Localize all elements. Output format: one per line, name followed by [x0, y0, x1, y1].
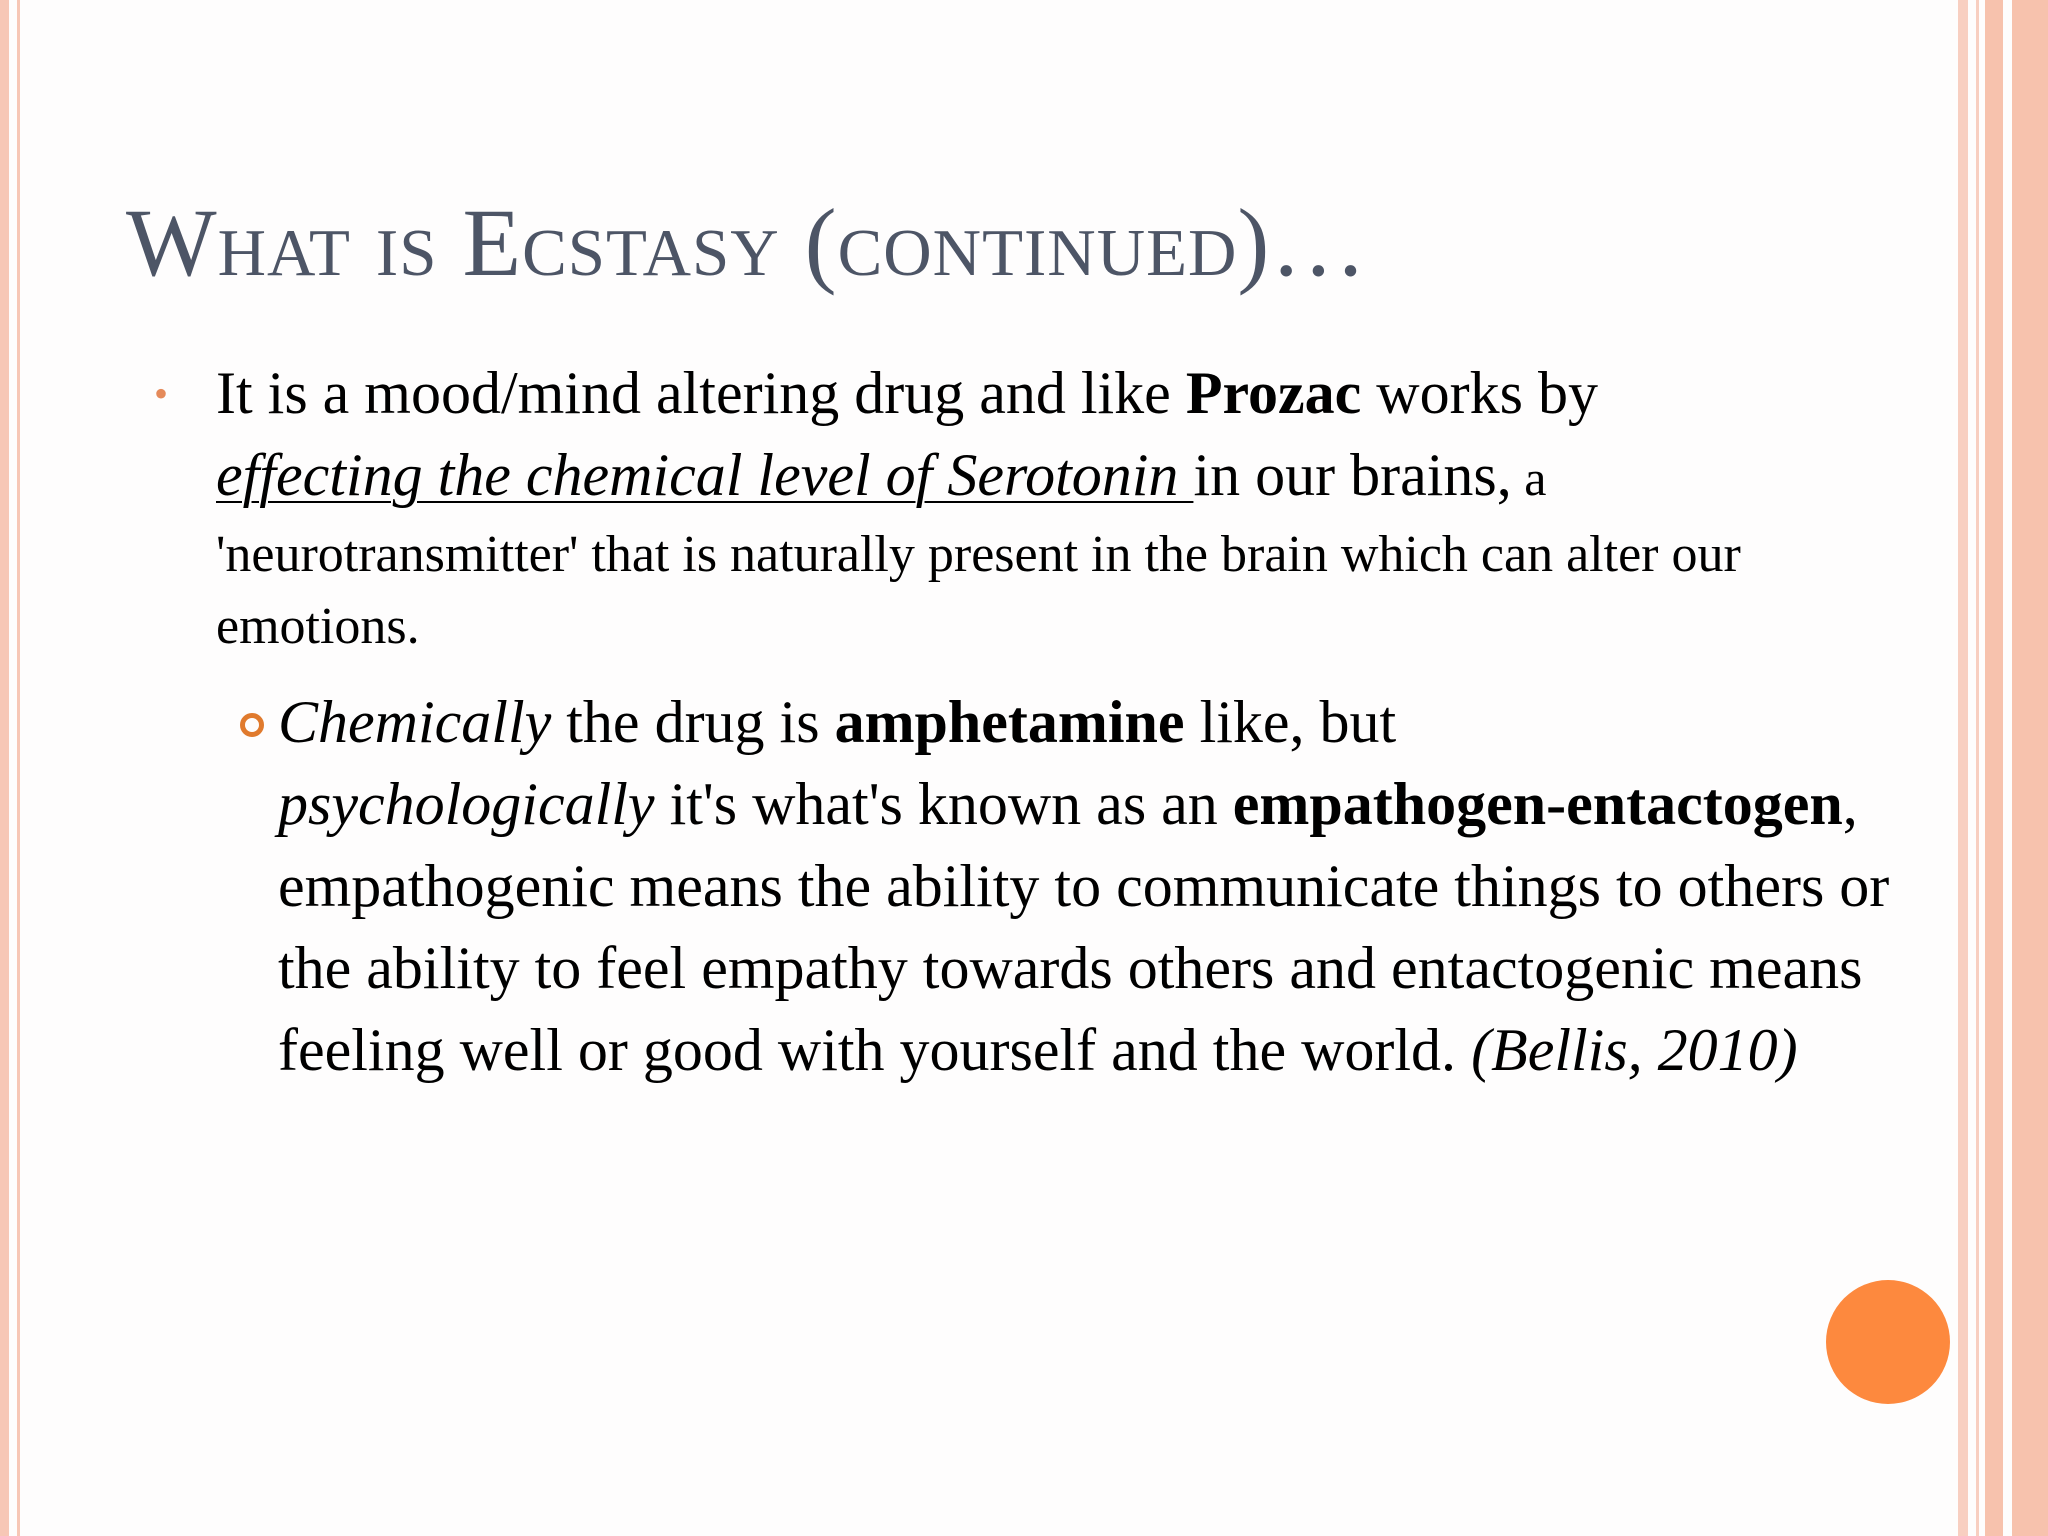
bullet1-text-1: It is a mood/mind altering drug and like — [216, 360, 1186, 426]
orange-circle-decoration — [1826, 1280, 1950, 1404]
bullet2-text-3: it's what's known as an — [654, 771, 1233, 837]
bullet2-bold-amphetamine: amphetamine — [834, 689, 1185, 755]
bullet1-line-b — [216, 434, 1930, 519]
bullet2-citation: (Bellis, 2010) — [1471, 1017, 1798, 1083]
bullet-dot-icon: • — [154, 371, 169, 416]
slide-body — [150, 352, 1930, 1091]
bullet1-line-a — [216, 352, 1930, 434]
bullet2-italic-psychologically: psychologically — [278, 771, 655, 837]
ring-bullet-icon — [240, 713, 264, 737]
bullet1-text-5: 'neurotransmitter' that is naturally present in the brain which can alter our emotions. — [216, 526, 1741, 655]
right-stripe-1 — [1958, 0, 1968, 1536]
bullet-level-2 — [150, 681, 1930, 1091]
bullet1-text-2: works by — [1361, 360, 1598, 426]
bullet2-text-4: , empathogenic means the ability to communicate things to others or the ability to feel empathy towards others and entactogenic means feeling well or good with yourself and the world. — [278, 771, 1890, 1083]
right-stripe-3 — [1985, 0, 2003, 1536]
left-stripe-thin — [17, 0, 20, 1536]
bullet1-bold-prozac: Prozac — [1185, 360, 1362, 426]
bullet2-text-1: the drug is — [551, 689, 835, 755]
bullet2-italic-chemically: Chemically — [278, 689, 552, 755]
bullet1-text-4: a — [1511, 450, 1547, 506]
bullet-level-1 — [150, 352, 1930, 663]
right-stripe-4 — [2012, 0, 2048, 1536]
left-stripe-wide — [0, 0, 9, 1536]
bullet1-underlined-phrase: effecting the chemical level of Serotonin — [216, 442, 1194, 508]
bullet1-text-3: in our brains, — [1193, 442, 1512, 508]
right-stripe-2 — [1976, 0, 1979, 1536]
slide-title: What is Ecstasy (continued)… — [126, 189, 1368, 296]
bullet2-bold-empathogen: empathogen-entactogen — [1232, 771, 1843, 837]
bullet2-text-2: like, but — [1184, 689, 1397, 755]
